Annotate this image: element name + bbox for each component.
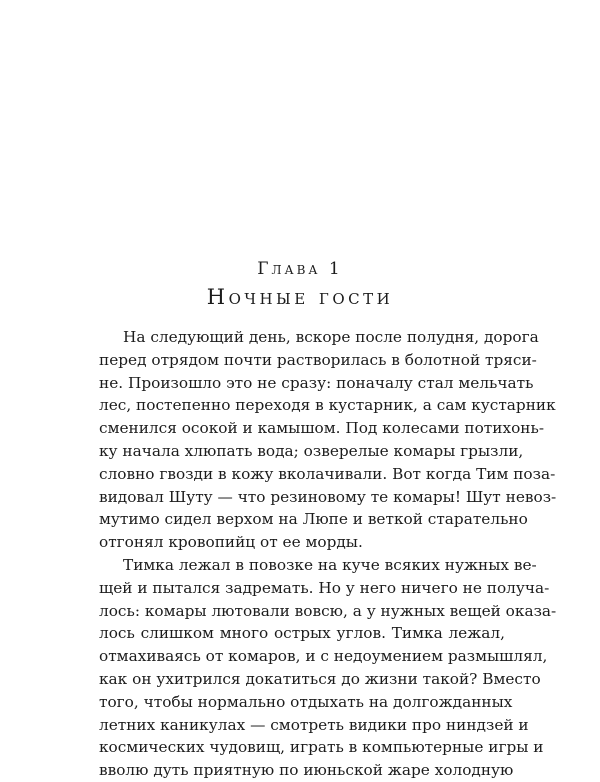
text-line: отгонял кровопийц от ее морды.: [99, 533, 363, 552]
text-line: лес, постепенно переходя в кустарник, а сам кустарник: [99, 396, 556, 415]
text-line: перед отрядом почти растворилась в болотной тряси-: [99, 350, 537, 369]
text-line: Тимка лежал в повозке на куче всяких нужных ве-: [123, 555, 537, 574]
text-line: летних каникулах — смотреть видики про ниндзей и: [99, 715, 529, 734]
chapter-number: Глава 1: [257, 259, 343, 279]
text-line: На следующий день, вскоре после полудня, дорога: [123, 328, 539, 346]
text-line: сменился осокой и камышом. Под колесами потихонь-: [99, 419, 544, 438]
text-line: отмахиваясь от комаров, и с недоумением размышлял,: [99, 647, 548, 666]
text-line: не. Произошло это не сразу: поначалу стал мельчать: [99, 373, 534, 392]
chapter-title: Ночные гости: [206, 285, 394, 309]
text-line: того, чтобы нормально отдыхать на долгожданных: [99, 692, 513, 711]
text-line: щей и пытался задремать. Но у него ничего не получа-: [99, 578, 550, 597]
text-line: мутимо сидел верхом на Люпе и веткой старательно: [99, 510, 528, 529]
text-line: космических чудовищ, играть в компьютерные игры и: [99, 738, 544, 757]
chapter-body-text: [99, 326, 557, 782]
text-line: вволю дуть приятную по июньской жаре холодную: [99, 761, 514, 780]
text-line: видовал Шуту — что резиновому те комары! Шут невоз-: [99, 487, 557, 506]
text-line: лось: комары лютовали вовсю, а у нужных вещей оказа-: [99, 601, 557, 620]
text-line: ку начала хлюпать вода; озверелые комары грызли,: [99, 441, 524, 460]
text-line: как он ухитрился докатиться до жизни такой? Вместо: [99, 669, 541, 688]
text-line: словно гвозди в кожу вколачивали. Вот когда Тим поза-: [99, 464, 556, 483]
text-line: лось слишком много острых углов. Тимка лежал,: [99, 624, 505, 643]
